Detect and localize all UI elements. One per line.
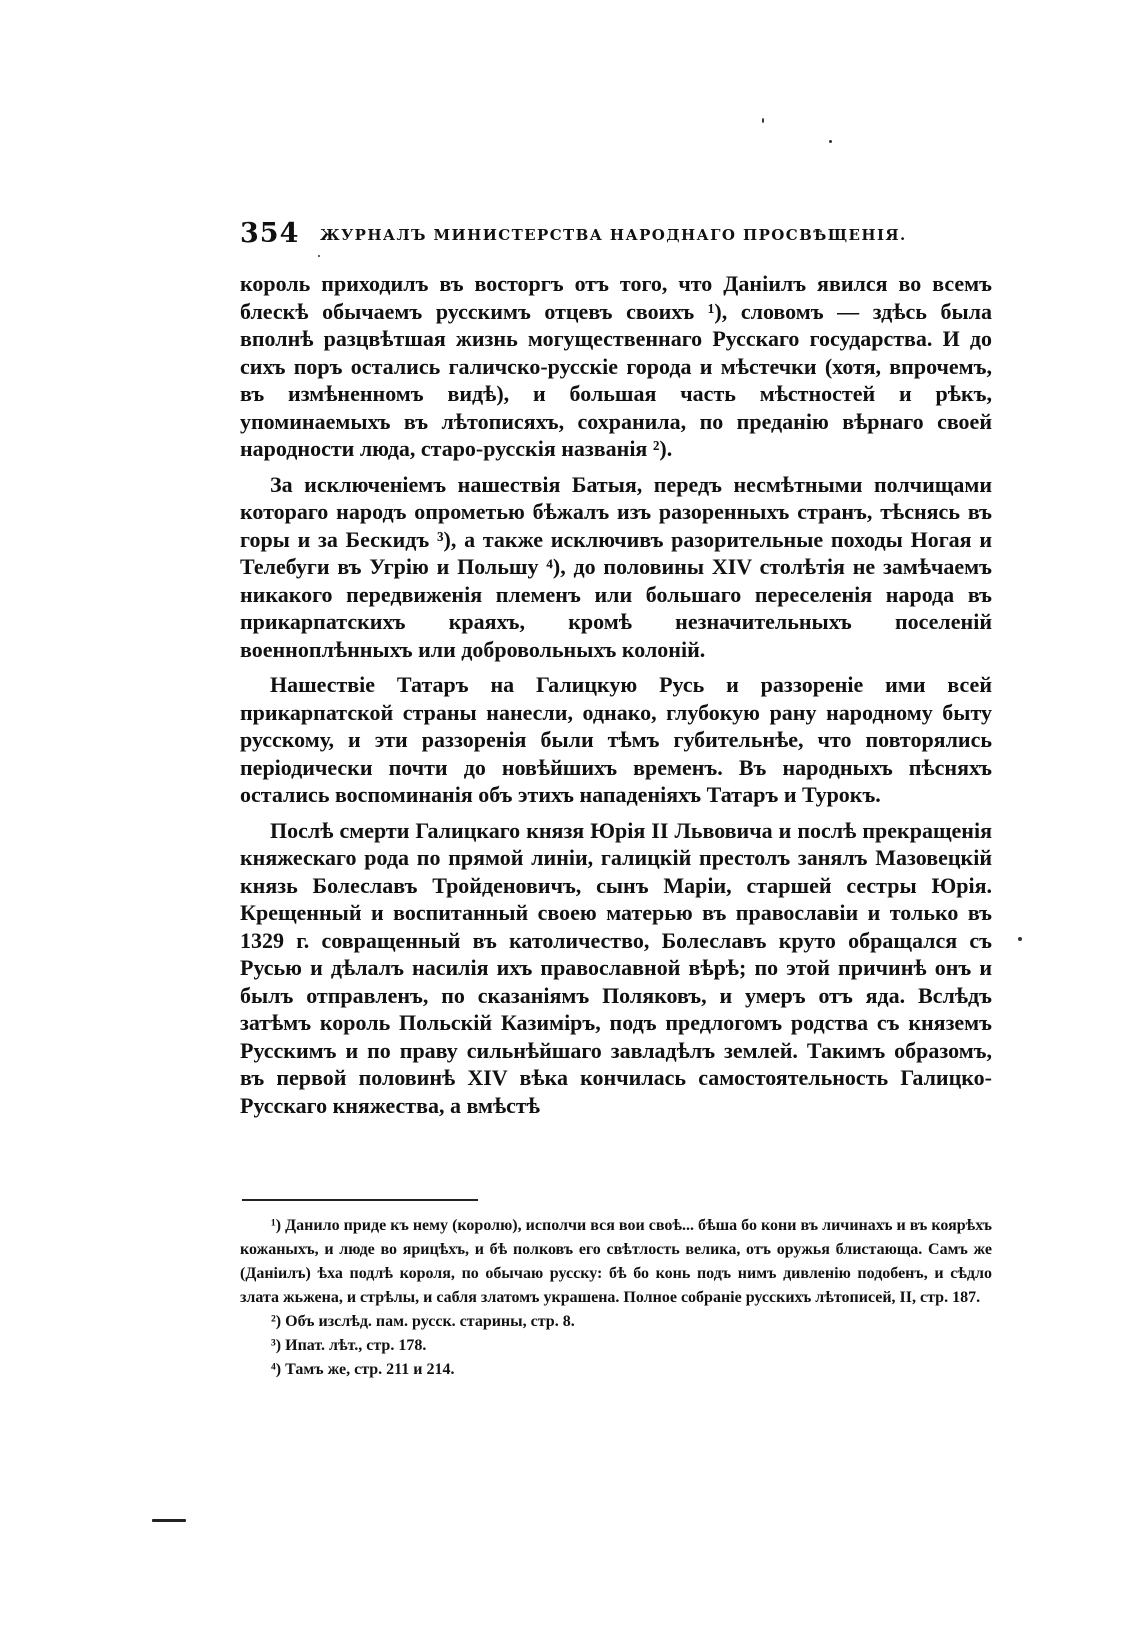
footnote: ¹) Данило приде къ нему (королю), исполчи вся вои своѣ... бѣша бо кони въ личинахъ и въ коярѣхъ кожаныхъ, и люде во ярицѣхъ, и бѣ полковъ его свѣтлость велика, отъ оружья блистающа. Самъ же (Даніилъ) ѣха подлѣ короля, по обычаю русску: бѣ бо конь подъ нимъ дивленію подобенъ, и сѣдло злата жьжена, и стрѣлы, и сабля златомъ украшена. Полное собраніе русскихъ лѣтописей, II, стр. 187.: [240, 1217, 992, 1306]
running-title: ЖУРНАЛЪ МИНИСТЕРСТВА НАРОДНАГО ПРОСВѢЩЕНІЯ.: [320, 226, 907, 244]
paragraph: За исключеніемъ нашествія Батыя, передъ несмѣтными полчищами котораго народъ опрометью бѣжалъ изъ разоренныхъ странъ, тѣснясь въ горы и за Бескидъ ³), а также исключивъ разорительные походы Ногая и Телебуги въ Угрію и Польшу ⁴), до половины XIV столѣтія не замѣчаемъ никакого передвиженія племенъ или большаго переселенія народа въ прикарпатскихъ краяхъ, кромѣ незначительныхъ поселеній военноплѣнныхъ или добровольныхъ колоній.: [240, 471, 992, 662]
page-header: [240, 218, 907, 252]
paragraph: Нашествіе Татаръ на Галицкую Русь и раззореніе ими всей прикарпатской страны нанесли, однако, глубокую рану народному быту русскому, и эти раззоренія были тѣмъ губительнѣе, что повторялись періодически почти до новѣйшихъ временъ. Въ народныхъ пѣсняхъ остались воспоминанія объ этихъ нападеніяхъ Татаръ и Турокъ.: [240, 672, 992, 807]
footnote-divider: [242, 1199, 478, 1201]
print-speck: [318, 255, 320, 257]
footnote: ⁴) Тамъ же, стр. 211 и 214.: [271, 1361, 455, 1378]
print-speck: [829, 140, 832, 143]
page-number: 354: [240, 218, 300, 249]
paragraph: Послѣ смерти Галицкаго князя Юрія II Львовича и послѣ прекращенія княжескаго рода по прямой линіи, галицкій престолъ занялъ Мазовецкій князь Болеславъ Тройденовичъ, сынъ Маріи, старшей сестры Юрія. Крещенный и воспитанный своею матерью въ православіи и только въ 1329 г. совращенный въ католичество, Болеславъ круто обращался съ Русью и дѣлалъ насилія ихъ православной вѣрѣ; по этой причинѣ онъ и былъ отправленъ, по сказаніямъ Поляковъ, и умеръ отъ яда. Вслѣдъ затѣмъ король Польскій Казиміръ, подъ предлогомъ родства съ княземъ Русскимъ и по праву сильнѣйшаго завладѣлъ землей. Такимъ образомъ, въ первой половинѣ XIV вѣка кончилась самостоятельность Галицко-Русскаго княжества, а вмѣстѣ: [240, 817, 992, 1118]
footnotes: [240, 1214, 992, 1382]
footnote: ³) Ипат. лѣт., стр. 178.: [271, 1337, 427, 1354]
footnote: ²) Объ изслѣд. пам. русск. старины, стр. 8.: [271, 1313, 575, 1330]
paragraph: король приходилъ въ восторгъ отъ того, что Даніилъ явился во всемъ блескѣ обычаемъ русскимъ отцевъ своихъ ¹), словомъ — здѣсь была вполнѣ разцвѣтшая жизнь могущественнаго Русскаго государства. И до сихъ поръ остались галичско-русскіе города и мѣстечки (хотя, впрочемъ, въ измѣненномъ видѣ), и большая часть мѣстностей и рѣкъ, упоминаемыхъ въ лѣтописяхъ, сохранила, по преданію вѣрнаго своей народности люда, старо-русскія названія ²).: [240, 271, 992, 461]
print-mark: [152, 1519, 186, 1522]
body-text: [240, 270, 992, 1119]
print-speck: [1018, 937, 1022, 941]
print-speck: [762, 118, 764, 123]
